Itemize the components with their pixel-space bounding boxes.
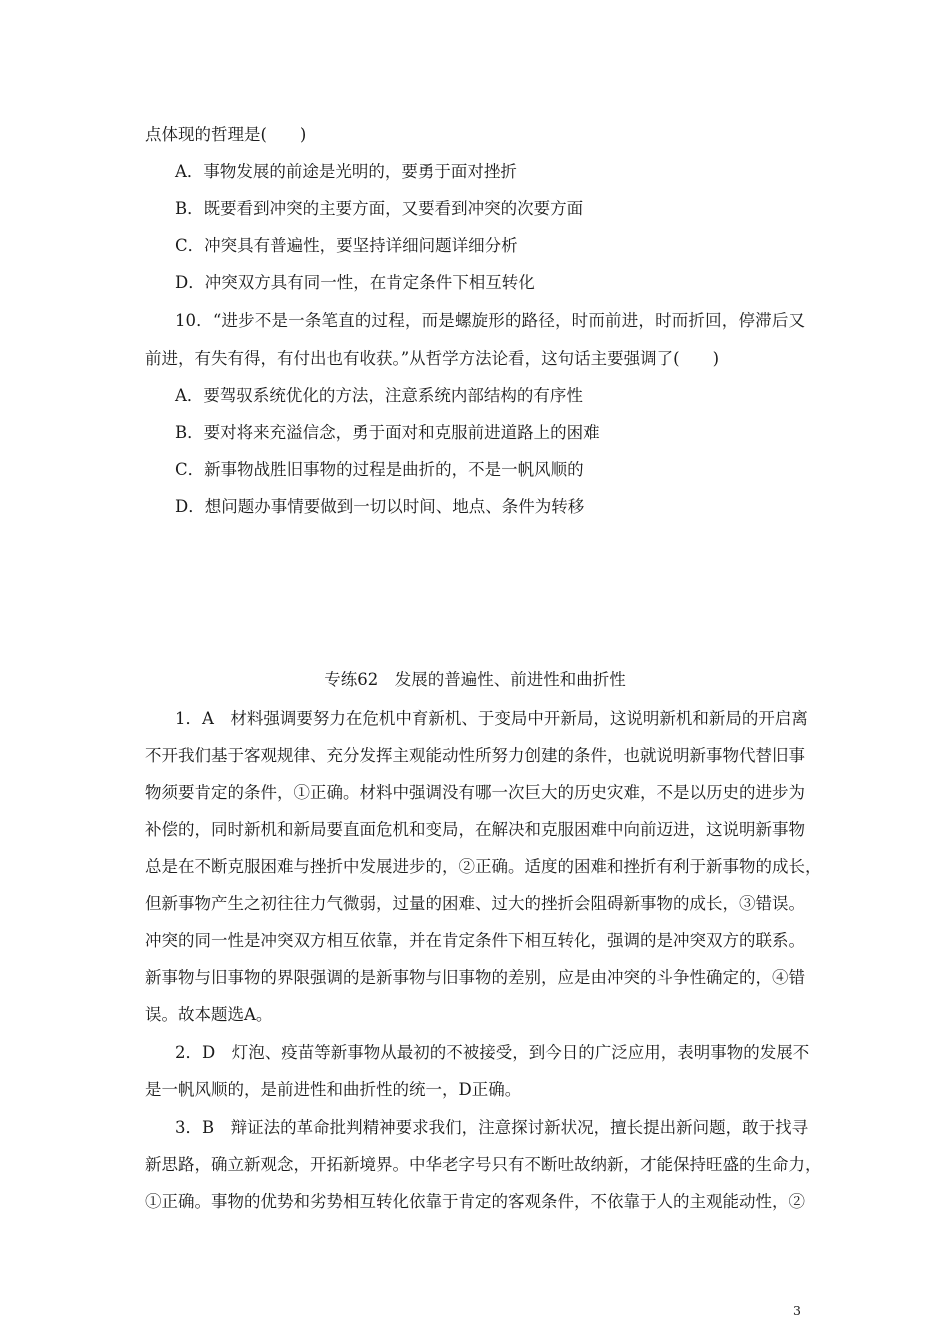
q9-option-c: C．冲突具有普遍性，要坚持详细问题详细分析 <box>175 236 518 255</box>
answer-1-line: 新事物与旧事物的界限强调的是新事物与旧事物的差别，应是由冲突的斗争性确定的，④错 <box>145 968 805 987</box>
answer-3-line: 3．B 辩证法的革命批判精神要求我们，注意探讨新状况，擅长提出新问题，敢于找寻 <box>175 1118 809 1137</box>
question-10-stem-line1: 10．“进步不是一条笔直的过程，而是螺旋形的路径，时而前进，时而折回，停滞后又 <box>175 311 805 330</box>
page-number: 3 <box>793 1303 801 1318</box>
q10-option-d: D．想问题办事情要做到一切以时间、地点、条件为转移 <box>175 497 585 516</box>
q10-option-b: B．要对将来充溢信念，勇于面对和克服前进道路上的困难 <box>175 423 600 442</box>
answer-1-line: 但新事物产生之初往往力气微弱，过量的困难、过大的挫折会阻碍新事物的成长，③错误。 <box>145 894 805 913</box>
q10-option-a: A．要驾驭系统优化的方法，注意系统内部结构的有序性 <box>175 386 583 405</box>
answer-3-line: 新思路，确立新观念，开拓新境界。中华老字号只有不断吐故纳新，才能保持旺盛的生命力， <box>145 1155 822 1174</box>
answer-1-line: 误。故本题选A。 <box>145 1005 273 1024</box>
answer-2-line: 是一帆风顺的，是前进性和曲折性的统一，D正确。 <box>145 1080 522 1099</box>
question-10-stem-line2: 前进，有失有得，有付出也有收获。”从哲学方法论看，这句话主要强调了( ) <box>145 349 720 368</box>
q9-option-d: D．冲突双方具有同一性，在肯定条件下相互转化 <box>175 273 535 292</box>
answer-1-line: 补偿的，同时新机和新局要直面危机和变局，在解决和克服困难中向前迈进，这说明新事物 <box>145 820 805 839</box>
q9-option-a: A．事物发展的前途是光明的，要勇于面对挫折 <box>175 162 517 181</box>
answer-1-line: 不开我们基于客观规律、充分发挥主观能动性所努力创建的条件，也就说明新事物代替旧事 <box>145 746 805 765</box>
answer-1-line: 冲突的同一性是冲突双方相互依靠，并在肯定条件下相互转化，强调的是冲突双方的联系。 <box>145 931 805 950</box>
question-9-stem-tail: 点体现的哲理是( ) <box>145 125 307 144</box>
answer-1-line: 总是在不断克服困难与挫折中发展进步的，②正确。适度的困难和挫折有利于新事物的成长， <box>145 857 822 876</box>
answers-section-title: 专练62 发展的普遍性、前进性和曲折性 <box>324 670 626 689</box>
answer-2-line: 2．D 灯泡、疫苗等新事物从最初的不被接受，到今日的广泛应用，表明事物的发展不 <box>175 1043 810 1062</box>
q9-option-b: B．既要看到冲突的主要方面，又要看到冲突的次要方面 <box>175 199 584 218</box>
q10-option-c: C．新事物战胜旧事物的过程是曲折的，不是一帆风顺的 <box>175 460 584 479</box>
answer-1-line: 物须要肯定的条件，①正确。材料中强调没有哪一次巨大的历史灾难，不是以历史的进步为 <box>145 783 805 802</box>
answer-3-line: ①正确。事物的优势和劣势相互转化依靠于肯定的客观条件，不依靠于人的主观能动性，② <box>145 1192 805 1211</box>
answer-1-line: 1．A 材料强调要努力在危机中育新机、于变局中开新局，这说明新机和新局的开启离 <box>175 709 808 728</box>
